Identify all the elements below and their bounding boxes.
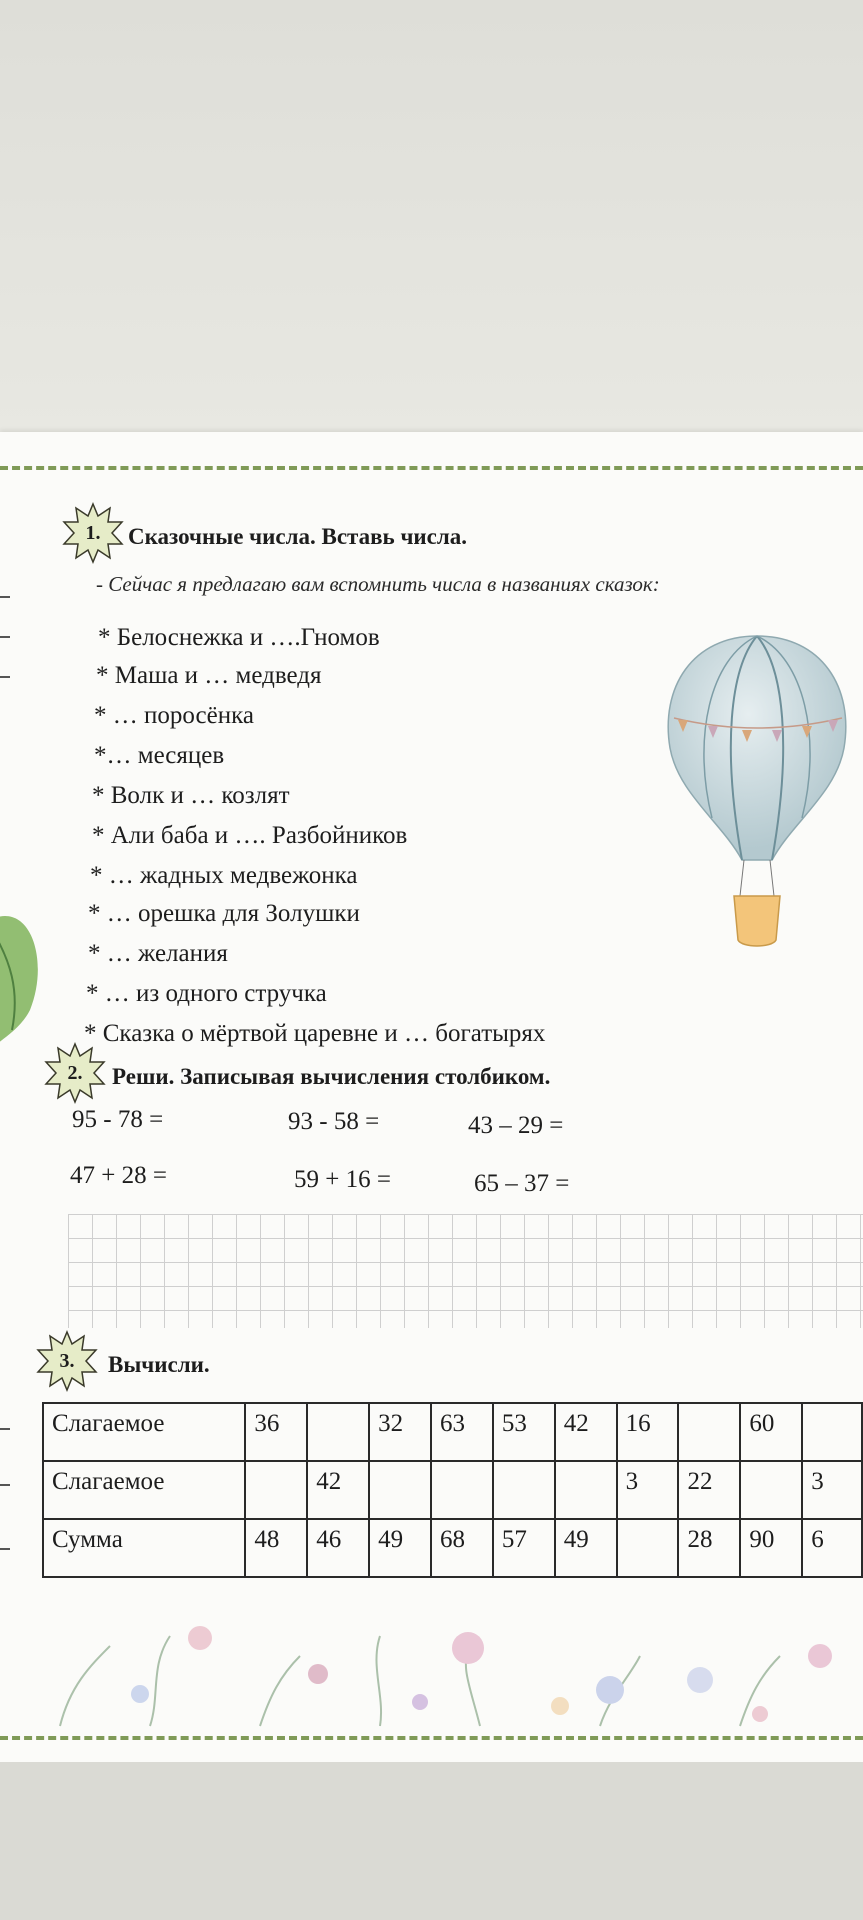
table-cell[interactable]: 68: [431, 1519, 493, 1577]
table-cell[interactable]: 3: [802, 1461, 862, 1519]
list-item: * Сказка о мёртвой царевне и … богатырях: [84, 1020, 546, 1047]
table-cell[interactable]: [431, 1461, 493, 1519]
table-cell[interactable]: 16: [617, 1403, 679, 1461]
table-cell[interactable]: 22: [678, 1461, 740, 1519]
list-item: * Али баба и …. Разбойников: [92, 822, 408, 849]
table-cell[interactable]: [245, 1461, 307, 1519]
desk-surface-bottom: [0, 1762, 863, 1920]
top-dashed-border: [0, 466, 863, 470]
table-row: [43, 1519, 862, 1577]
table-cell[interactable]: [678, 1403, 740, 1461]
table-cell[interactable]: 46: [307, 1519, 369, 1577]
list-item: * Волк и … козлят: [92, 782, 290, 809]
list-item: * … жадных медвежонка: [90, 862, 358, 889]
list-item: * Белоснежка и ….Гномов: [98, 624, 380, 651]
table-cell[interactable]: [802, 1403, 862, 1461]
table-cell[interactable]: [740, 1461, 802, 1519]
task-number: 2.: [67, 1061, 83, 1084]
list-item: * … поросёнка: [94, 702, 254, 729]
row-label: Сумма: [43, 1519, 245, 1577]
table-cell[interactable]: [617, 1519, 679, 1577]
desk-surface: [0, 0, 863, 440]
row-label: Слагаемое: [43, 1403, 245, 1461]
calc-expression: 95 - 78 =: [72, 1106, 164, 1133]
task-number-badge: [36, 1330, 98, 1392]
task-title: Сказочные числа. Вставь числа.: [128, 524, 468, 549]
table-cell[interactable]: 28: [678, 1519, 740, 1577]
task-title: Вычисли.: [108, 1352, 210, 1377]
table-cell[interactable]: [369, 1461, 431, 1519]
table-cell[interactable]: 42: [555, 1403, 617, 1461]
margin-tick: [0, 676, 10, 678]
task-number: 3.: [59, 1349, 75, 1372]
list-item: * … орешка для Золушки: [88, 900, 360, 927]
calc-expression: 93 - 58 =: [288, 1108, 380, 1135]
list-item: * Маша и … медведя: [96, 662, 322, 689]
margin-tick: [0, 596, 10, 598]
margin-tick: [0, 1484, 10, 1486]
table-cell[interactable]: [307, 1403, 369, 1461]
table-cell[interactable]: 57: [493, 1519, 555, 1577]
table-cell[interactable]: 49: [369, 1519, 431, 1577]
row-label: Слагаемое: [43, 1461, 245, 1519]
table-cell[interactable]: 53: [493, 1403, 555, 1461]
task-number-badge: [44, 1042, 106, 1104]
task-subtitle: - Сейчас я предлагаю вам вспомнить числа в названиях сказок:: [96, 572, 660, 596]
calc-expression: 47 + 28 =: [70, 1162, 167, 1189]
floral-border-illustration: [0, 1616, 863, 1734]
margin-tick: [0, 636, 10, 638]
table-cell[interactable]: 63: [431, 1403, 493, 1461]
table-cell[interactable]: 6: [802, 1519, 862, 1577]
calc-expression: 43 – 29 =: [468, 1112, 564, 1139]
table-cell[interactable]: 90: [740, 1519, 802, 1577]
task-number-badge: [62, 502, 124, 564]
table-cell[interactable]: 48: [245, 1519, 307, 1577]
table-cell[interactable]: [555, 1461, 617, 1519]
table-row: [43, 1403, 862, 1461]
list-item: *… месяцев: [94, 742, 225, 769]
table-cell[interactable]: 49: [555, 1519, 617, 1577]
squared-answer-grid[interactable]: [68, 1214, 863, 1328]
margin-tick: [0, 1428, 10, 1430]
calc-expression: 65 – 37 =: [474, 1170, 570, 1197]
list-item: * … желания: [88, 940, 228, 967]
table-cell[interactable]: 3: [617, 1461, 679, 1519]
task-number: 1.: [85, 521, 101, 544]
table-cell[interactable]: [493, 1461, 555, 1519]
table-cell[interactable]: 60: [740, 1403, 802, 1461]
leaf-illustration: [0, 900, 50, 1060]
hot-air-balloon-illustration: [652, 628, 862, 958]
margin-tick: [0, 1548, 10, 1550]
calc-expression: 59 + 16 =: [294, 1166, 391, 1193]
table-cell[interactable]: 42: [307, 1461, 369, 1519]
list-item: * … из одного стручка: [86, 980, 327, 1007]
bottom-dashed-border: [0, 1736, 863, 1740]
task-title: Реши. Записывая вычисления столбиком.: [112, 1064, 551, 1089]
table-cell[interactable]: 32: [369, 1403, 431, 1461]
sum-table: [42, 1402, 863, 1578]
table-cell[interactable]: 36: [245, 1403, 307, 1461]
table-row: [43, 1461, 862, 1519]
